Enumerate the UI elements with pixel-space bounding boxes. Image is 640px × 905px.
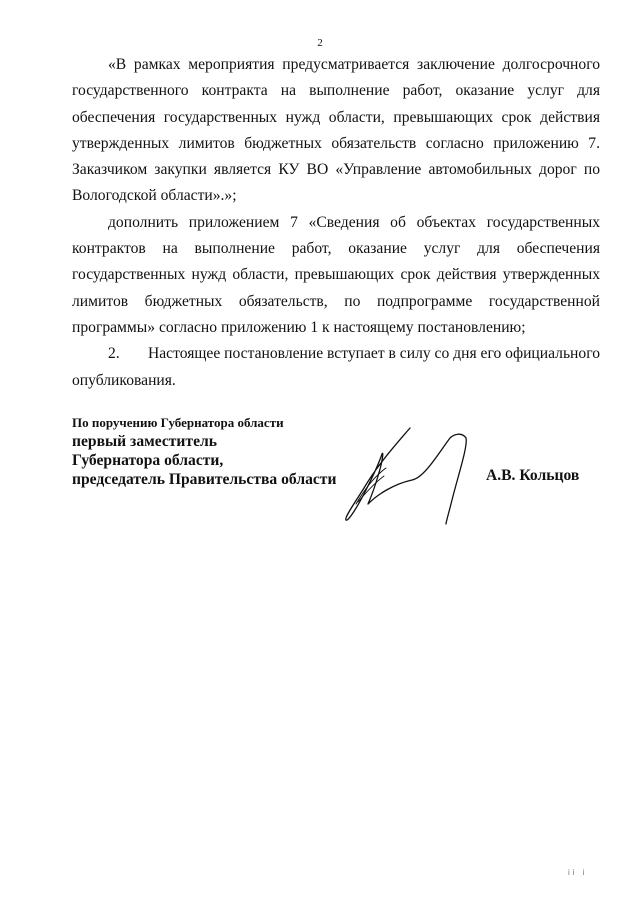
signature-title-line-1: первый заместитель (72, 433, 217, 450)
item-2-number: 2. (108, 345, 120, 363)
footer-code: ii i (568, 868, 588, 877)
handwritten-signature (338, 424, 488, 528)
document-body (72, 52, 600, 394)
paragraph-contract-provision: «В рамках мероприятия предусматривается заключение долгосрочного государственного контракта на выполнение работ, оказание услуг для обеспечения государственных нужд области, превышающих срок действия утвержденных лимитов бюджетных обязательств согласно приложению 7. Заказчиком закупки является КУ ВО «Управление автомобильных дорог по Вологодской области».»; (72, 56, 600, 205)
page-number: 2 (317, 37, 323, 49)
signer-name: А.В. Кольцов (486, 467, 580, 484)
signature-authority-line: По поручению Губернатора области (72, 415, 284, 430)
signature-title-line-2: Губернатора области, (72, 452, 224, 469)
item-2-text: Настоящее постановление вступает в силу со дня его официального опубликования. (72, 345, 600, 389)
item-2 (72, 341, 600, 394)
signature-title-line-3: председатель Правительства области (72, 471, 337, 488)
paragraph-appendix-7: дополнить приложением 7 «Сведения об объектах государственных контрактов на выполнение работ, оказание услуг для обеспечения государственных нужд области, превышающих срок действия утвержденных лимитов бюджетных обязательств, по подпрограмме государственной программы» согласно приложению 1 к настоящему постановлению; (72, 213, 600, 336)
